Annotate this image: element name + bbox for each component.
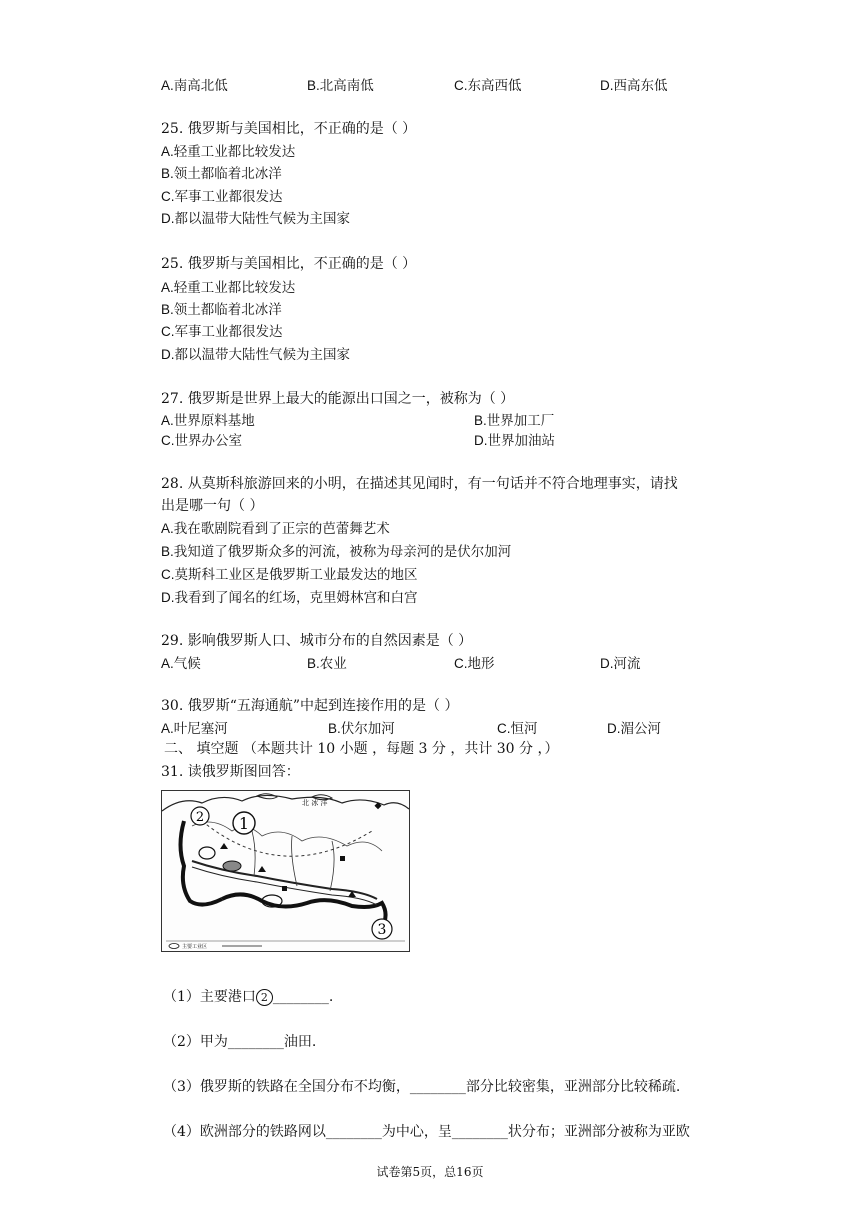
q31-part2: （2）甲为________油田.	[163, 1034, 317, 1050]
q25a-option-b: B.领土都临着北冰洋	[161, 166, 282, 181]
q25b-option-a: A.轻重工业都比较发达	[161, 280, 296, 295]
option-b-top: B.北高南低	[307, 78, 374, 93]
q27-option-b: B.世界加工厂	[474, 413, 555, 428]
q29-option-d: D.河流	[600, 656, 641, 671]
q30-option-d: D.湄公河	[607, 721, 661, 736]
q29-stem: 29. 影响俄罗斯人口、城市分布的自然因素是（ ）	[161, 633, 473, 649]
q25a-stem: 25. 俄罗斯与美国相比，不正确的是（ ）	[161, 121, 417, 137]
russia-map-drawing	[162, 791, 409, 951]
map-label-3: 3	[377, 922, 387, 938]
section-2-heading: 二、 填空题 （本题共计 10 小题 ，每题 3 分 ，共计 30 分 ，）	[164, 741, 559, 757]
q28-stem-line2: 出是哪一句（ ）	[161, 498, 264, 514]
q29-option-b: B.农业	[307, 656, 347, 671]
q25b-option-d: D.都以温带大陆性气候为主国家	[161, 347, 350, 362]
q28-option-a: A.我在歌剧院看到了正宗的芭蕾舞艺术	[161, 521, 390, 536]
q30-stem: 30. 俄罗斯“五海通航”中起到连接作用的是（ ）	[161, 698, 459, 714]
q27-option-a: A.世界原料基地	[161, 413, 255, 428]
q27-option-c: C.世界办公室	[161, 433, 242, 448]
q30-option-c: C.恒河	[497, 721, 538, 736]
q28-option-d: D.我看到了闻名的红场，克里姆林宫和白宫	[161, 590, 418, 605]
map-label-arctic: 北 冰 洋	[302, 799, 328, 807]
q25b-stem: 25. 俄罗斯与美国相比，不正确的是（ ）	[161, 256, 417, 272]
q30-option-b: B.伏尔加河	[328, 721, 395, 736]
q28-option-b: B.我知道了俄罗斯众多的河流，被称为母亲河的是伏尔加河	[161, 544, 512, 559]
q25a-option-c: C.军事工业都很发达	[161, 189, 283, 204]
q31-stem: 31. 读俄罗斯图回答：	[161, 764, 300, 780]
q31-part1-post: ________.	[272, 989, 334, 1005]
q27-stem: 27. 俄罗斯是世界上最大的能源出口国之一，被称为（ ）	[161, 391, 515, 407]
option-d-top: D.西高东低	[600, 78, 668, 93]
q31-part1-circle: 2	[256, 989, 273, 1006]
q31-part1-pre: （1）主要港口	[163, 989, 256, 1005]
q28-option-c: C.莫斯科工业区是俄罗斯工业最发达的地区	[161, 567, 418, 582]
map-legend-label: 主要工业区	[182, 944, 208, 950]
q25a-option-a: A.轻重工业都比较发达	[161, 144, 296, 159]
q29-option-a: A.气候	[161, 656, 201, 671]
option-c-top: C.东高西低	[454, 78, 522, 93]
map-label-2: 2	[195, 810, 205, 825]
q30-option-a: A.叶尼塞河	[161, 721, 228, 736]
map-label-1: 1	[238, 814, 250, 833]
q25b-option-c: C.军事工业都很发达	[161, 324, 283, 339]
q28-stem-line1: 28. 从莫斯科旅游回来的小明，在描述其见闻时，有一句话并不符合地理事实，请找	[161, 476, 678, 492]
q31-part4: （4）欧洲部分的铁路网以________为中心，呈________状分布；亚洲部分被称为亚欧	[163, 1124, 690, 1140]
q31-part3: （3）俄罗斯的铁路在全国分布不均衡，________部分比较密集，亚洲部分比较稀疏.	[163, 1079, 681, 1095]
russia-map	[161, 790, 410, 952]
page-footer: 试卷第5页，总16页	[376, 1165, 484, 1179]
option-a-top: A.南高北低	[161, 78, 228, 93]
q25b-option-b: B.领土都临着北冰洋	[161, 302, 282, 317]
q31-part1	[163, 986, 333, 1006]
q29-option-c: C.地形	[454, 656, 495, 671]
q27-option-d: D.世界加油站	[474, 433, 555, 448]
q25a-option-d: D.都以温带大陆性气候为主国家	[161, 211, 350, 226]
